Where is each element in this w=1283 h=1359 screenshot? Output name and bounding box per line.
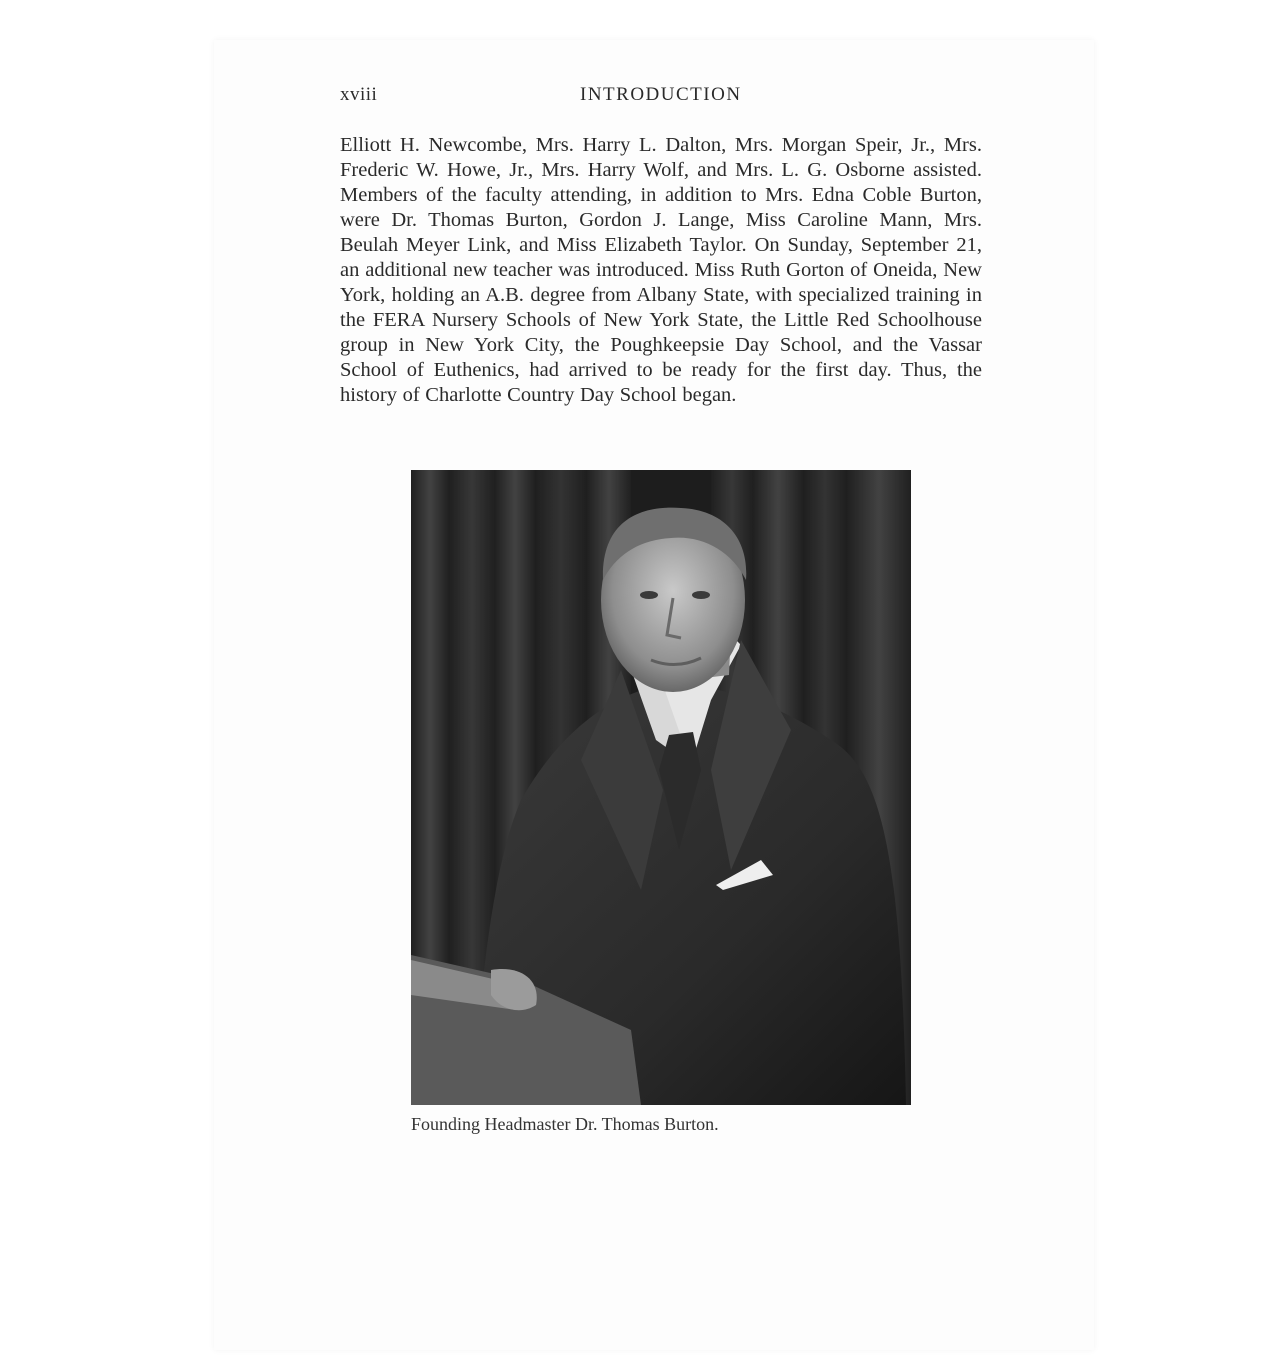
section-title: INTRODUCTION xyxy=(580,84,742,105)
page-number: xviii xyxy=(340,84,378,105)
portrait-photo xyxy=(411,470,911,1105)
photo-caption: Founding Headmaster Dr. Thomas Burton. xyxy=(411,1114,719,1134)
running-head xyxy=(340,84,982,110)
body-paragraph: Elliott H. Newcombe, Mrs. Harry L. Dalton, Mrs. Morgan Speir, Jr., Mrs. Frederic W. Howe, Jr., Mrs. Harry Wolf, and Mrs. L. G. Osborne assisted. Members of the faculty attending, in addition to Mrs. Edna Coble Burton, were Dr. Thomas Burton, Gordon J. Lange, Miss Caroline Mann, Mrs. Beulah Meyer Link, and Miss Elizabeth Taylor. On Sunday, September 21, an additional new teacher was introduced. Miss Ruth Gorton of Oneida, New York, holding an A.B. degree from Albany State, with specialized training in the FERA Nursery Schools of New York State, the Little Red Schoolhouse group in New York City, the Poughkeepsie Day School, and the Vassar School of Euthenics, had arrived to be ready for the first day. Thus, the history of Charlotte Country Day School began. xyxy=(340,134,982,406)
